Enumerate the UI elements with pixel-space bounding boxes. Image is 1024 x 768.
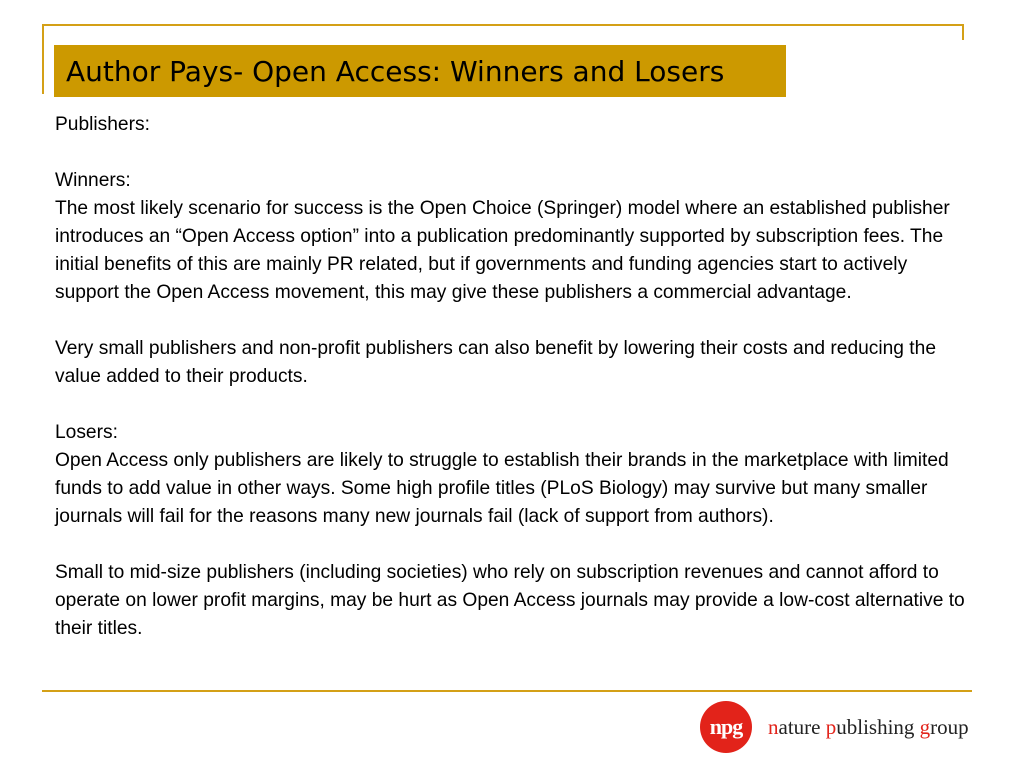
logo-letter-n: n [768, 714, 779, 739]
winners-paragraph-2: Very small publishers and non-profit publishers can also benefit by lowering their costs and reducing the value added to their products. [55, 338, 936, 387]
logo-letter-g: g [919, 714, 931, 739]
title-banner [54, 45, 786, 97]
winners-paragraph-1: The most likely scenario for success is the Open Choice (Springer) model where an established publisher introduces an “Open Access option” into a publication predominantly supported by subscription fees. The initial benefits of this are mainly PR related, but if governments and funding agencies start to actively support the Open Access movement, this may give these publishers a commercial advantage. [55, 198, 950, 303]
slide-body [55, 111, 965, 643]
section-label: Publishers: [55, 114, 150, 135]
losers-heading: Losers: [55, 422, 118, 443]
logo-text-roup: roup [930, 714, 969, 739]
logo-wordmark [768, 715, 969, 740]
npg-logo-mark: npg [700, 701, 752, 753]
publisher-logo [700, 701, 969, 753]
logo-text-ature: ature [778, 714, 826, 739]
top-rule [42, 24, 964, 26]
bottom-rule [42, 690, 972, 692]
right-rule [962, 24, 964, 40]
logo-text-ublishing: ublishing [836, 714, 920, 739]
losers-paragraph-1: Open Access only publishers are likely to struggle to establish their brands in the marketplace with limited funds to add value in other ways. Some high profile titles (PLoS Biology) may survive but many smaller journals will fail for the reasons many new journals fail (lack of support from authors). [55, 450, 949, 527]
logo-letter-p: p [825, 714, 837, 739]
losers-paragraph-2: Small to mid-size publishers (including societies) who rely on subscription revenues and cannot afford to operate on lower profit margins, may be hurt as Open Access journals may provide a low-cost alternative to their titles. [55, 562, 965, 639]
left-rule [42, 24, 44, 94]
winners-heading: Winners: [55, 170, 131, 191]
slide-title: Author Pays- Open Access: Winners and Losers [66, 54, 725, 88]
